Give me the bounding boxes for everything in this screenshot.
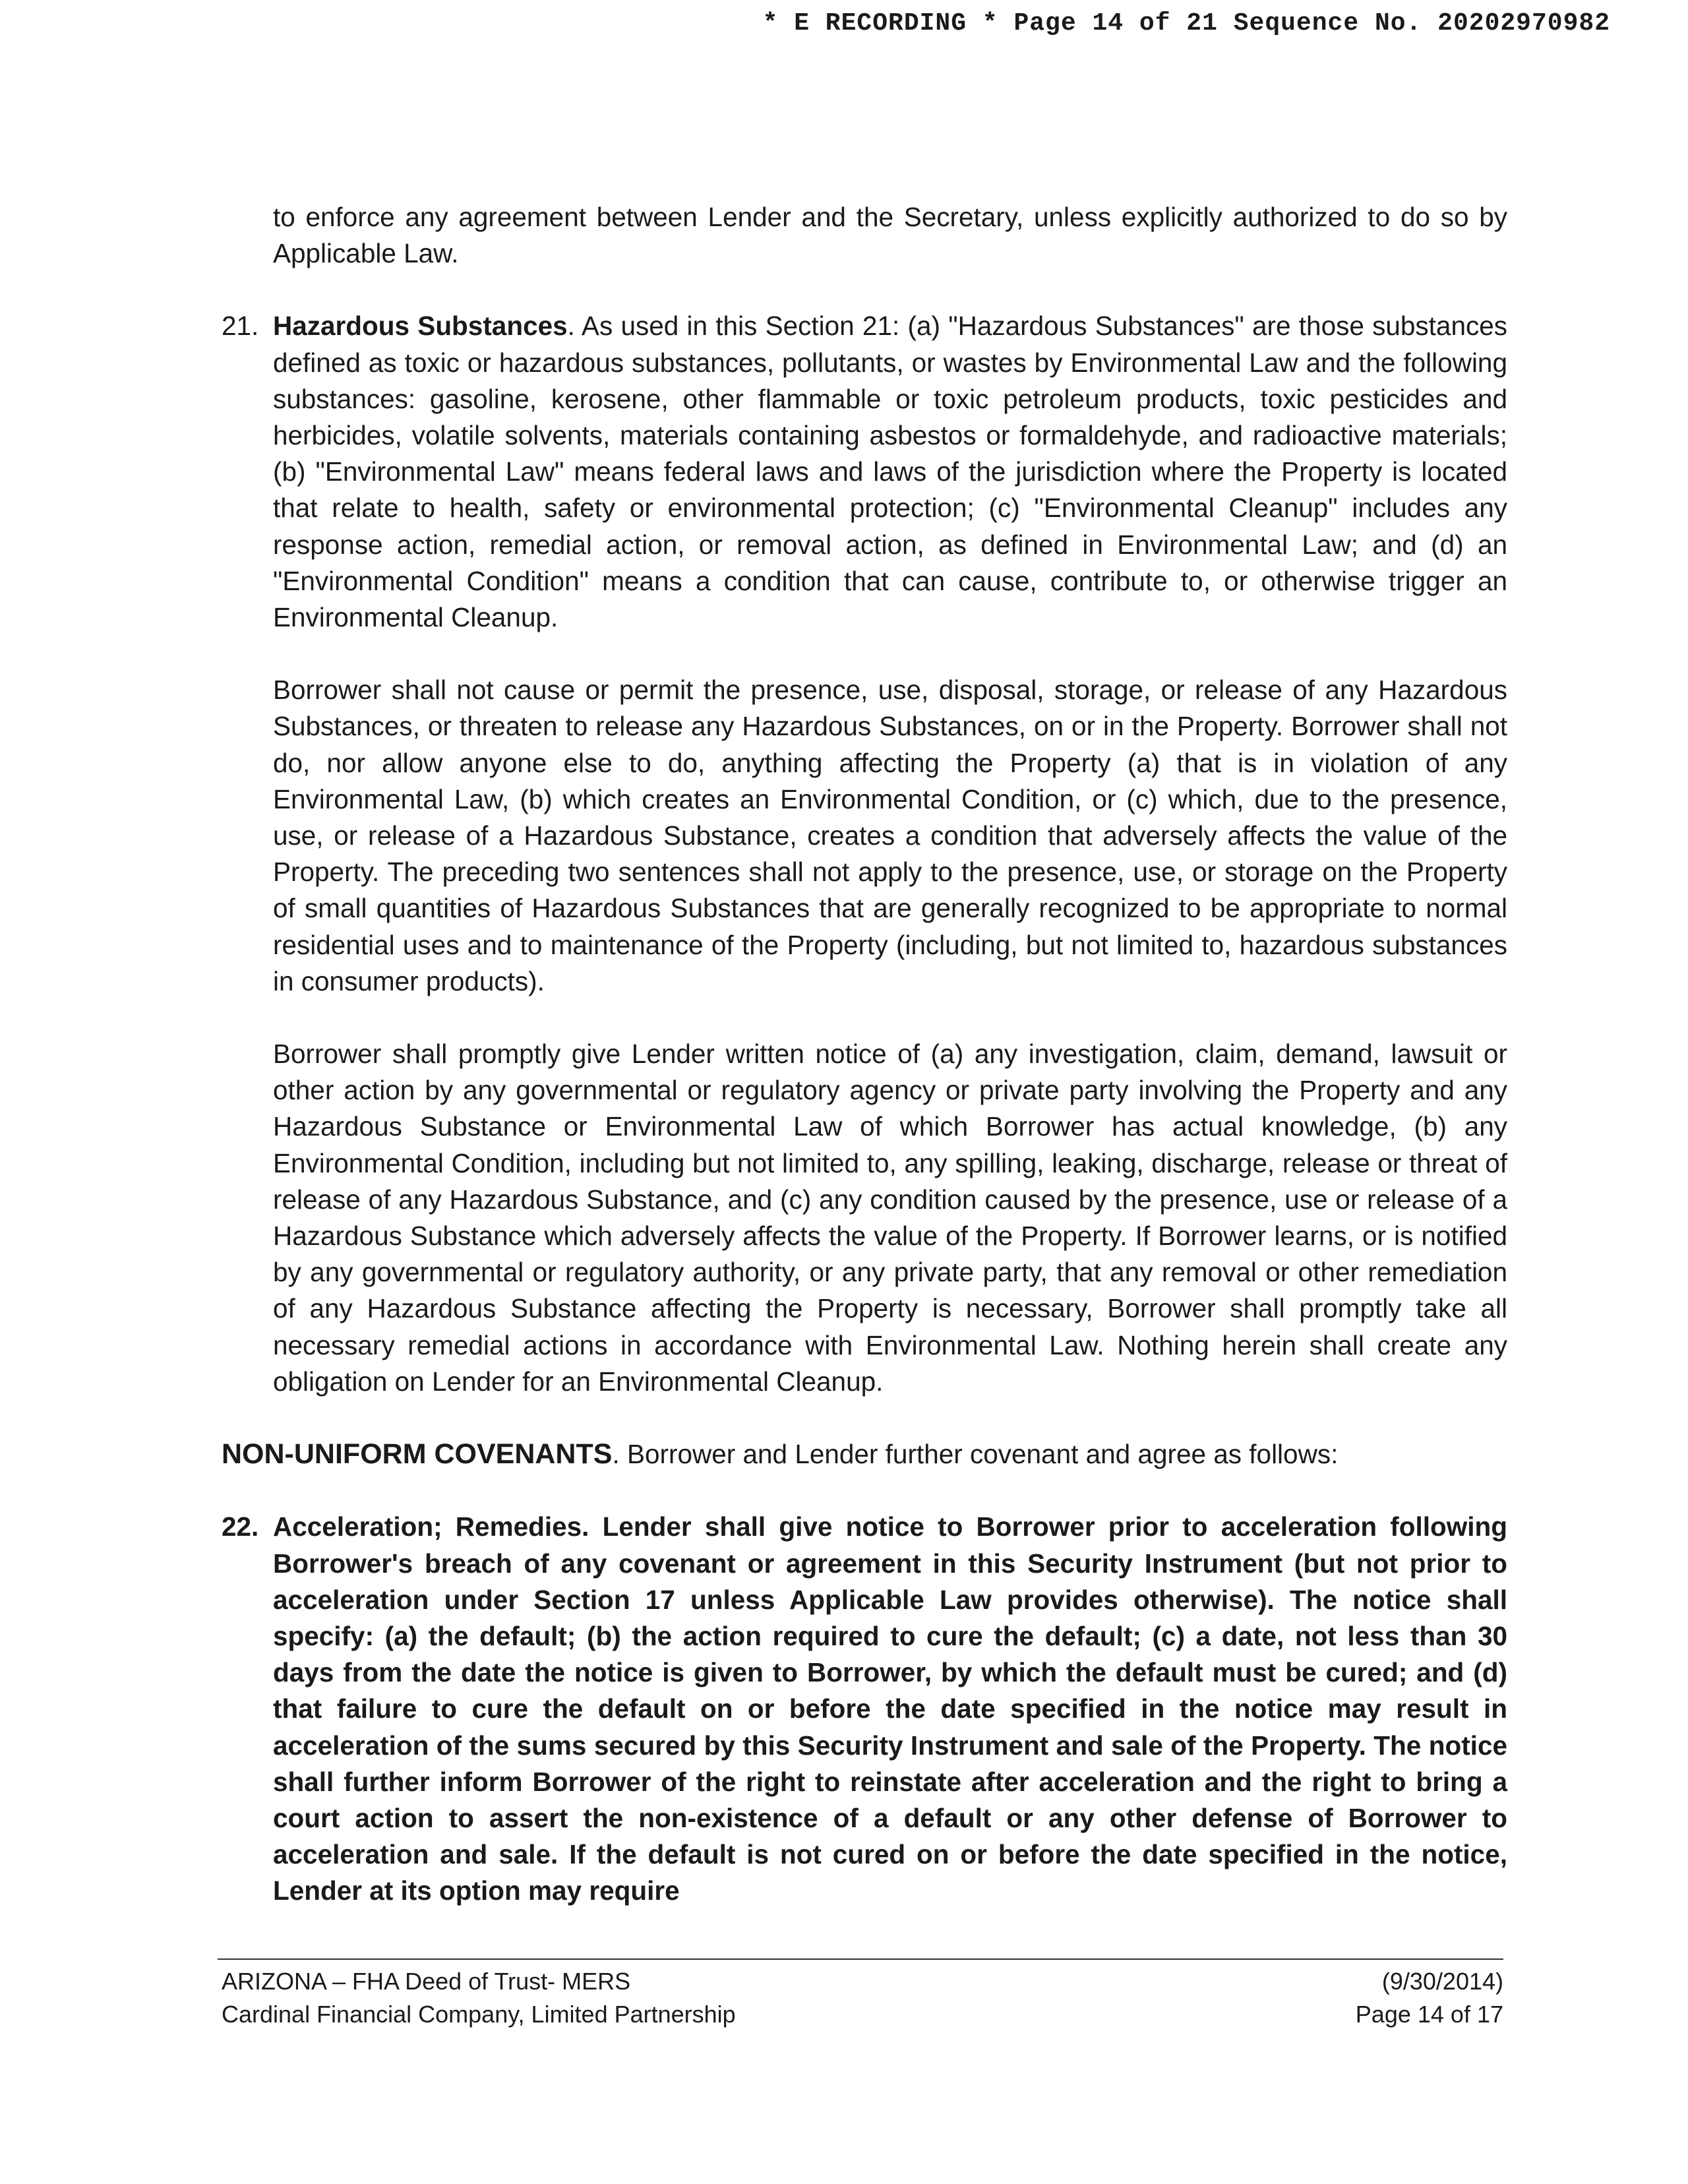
footer-company: Cardinal Financial Company, Limited Partnership <box>222 2001 736 2028</box>
section-21-intro: . As used in this Section 21: (a) "Hazardous Substances" are those substances defined as toxic or hazardous substances, pollutants, or wastes by Environmental Law and the following substances: gasoline, kerosene, other flammable or toxic petroleum products, toxic pesticides and herbicides, volatile solvents, materials containing asbestos or formaldehyde, and radioactive materials; (b) "Environmental Law" means federal laws and laws of the jurisdiction where the Property is located that relate to health, safety or environmental protection; (c) "Environmental Cleanup" includes any response action, remedial action, or removal action, as defined in Environmental Law; and (d) an "Environmental Condition" means a condition that can cause, contribute to, or otherwise trigger an Environmental Cleanup. <box>273 311 1508 633</box>
section-22-number: 22. <box>222 1511 259 1542</box>
document-body <box>222 199 1507 1910</box>
non-uniform-covenants <box>222 1436 1507 1472</box>
section-21-title: Hazardous Substances <box>273 311 568 342</box>
section-22 <box>222 1509 1507 1909</box>
footer-form-date: (9/30/2014) <box>1381 1968 1503 1995</box>
footer-divider <box>218 1958 1503 1960</box>
section-21-paragraph-2: Borrower shall not cause or permit the presence, use, disposal, storage, or release of any Hazardous Substances, or threaten to release any Hazardous Substances, on or in the Property. Borrower shall not do, nor allow anyone else to do, anything affecting the Property (a) that is in violation of any Environmental Law, (b) which creates an Environmental Condition, or (c) which, due to the presence, use, or release of a Hazardous Substance, creates a condition that adversely affects the value of the Property. The preceding two sentences shall not apply to the presence, use, or storage on the Property of small quantities of Hazardous Substances that are generally recognized to be appropriate to normal residential uses and to maintenance of the Property (including, but not limited to, hazardous substances in consumer products). <box>273 675 1507 996</box>
non-uniform-text: . Borrower and Lender further covenant and agree as follows: <box>612 1439 1339 1470</box>
recording-header: * E RECORDING * Page 14 of 21 Sequence No. 20202970982 <box>762 9 1610 38</box>
section-21-number: 21. <box>222 311 259 342</box>
non-uniform-heading: NON-UNIFORM COVENANTS <box>222 1438 613 1471</box>
footer-page-number: Page 14 of 17 <box>1355 2001 1503 2028</box>
continuation-paragraph: to enforce any agreement between Lender and the Secretary, unless explicitly authorized to do so by Applicable Law. <box>273 202 1507 269</box>
section-22-text: Acceleration; Remedies. Lender shall give notice to Borrower prior to acceleration following Borrower's breach of any covenant or agreement in this Security Instrument (but not prior to acceleration under Section 17 unless Applicable Law provides otherwise). The notice shall specify: (a) the default; (b) the action required to cure the default; (c) a date, not less than 30 days from the date the notice is given to Borrower, by which the default must be cured; and (d) that failure to cure the default on or before the date specified in the notice may result in acceleration of the sums secured by this Security Instrument and sale of the Property. The notice shall further inform Borrower of the right to reinstate after acceleration and the right to bring a court action to assert the non-existence of a default or any other defense of Borrower to acceleration and sale. If the default is not cured on or before the date specified in the notice, Lender at its option may require <box>273 1511 1507 1906</box>
footer-form-name: ARIZONA – FHA Deed of Trust- MERS <box>222 1968 631 1995</box>
page-footer <box>222 1965 1503 2031</box>
section-21 <box>222 308 1507 636</box>
section-21-paragraph-3: Borrower shall promptly give Lender written notice of (a) any investigation, claim, demand, lawsuit or other action by any governmental or regulatory agency or private party involving the Property and any Hazardous Substance or Environmental Law of which Borrower has actual knowledge, (b) any Environmental Condition, including but not limited to, any spilling, leaking, discharge, release or threat of release of any Hazardous Substance, and (c) any condition caused by the presence, use or release of a Hazardous Substance which adversely affects the value of the Property. If Borrower learns, or is notified by any governmental or regulatory authority, or any private party, that any removal or other remediation of any Hazardous Substance affecting the Property is necessary, Borrower shall promptly take all necessary remedial actions in accordance with Environmental Law. Nothing herein shall create any obligation on Lender for an Environmental Cleanup. <box>273 1039 1507 1397</box>
